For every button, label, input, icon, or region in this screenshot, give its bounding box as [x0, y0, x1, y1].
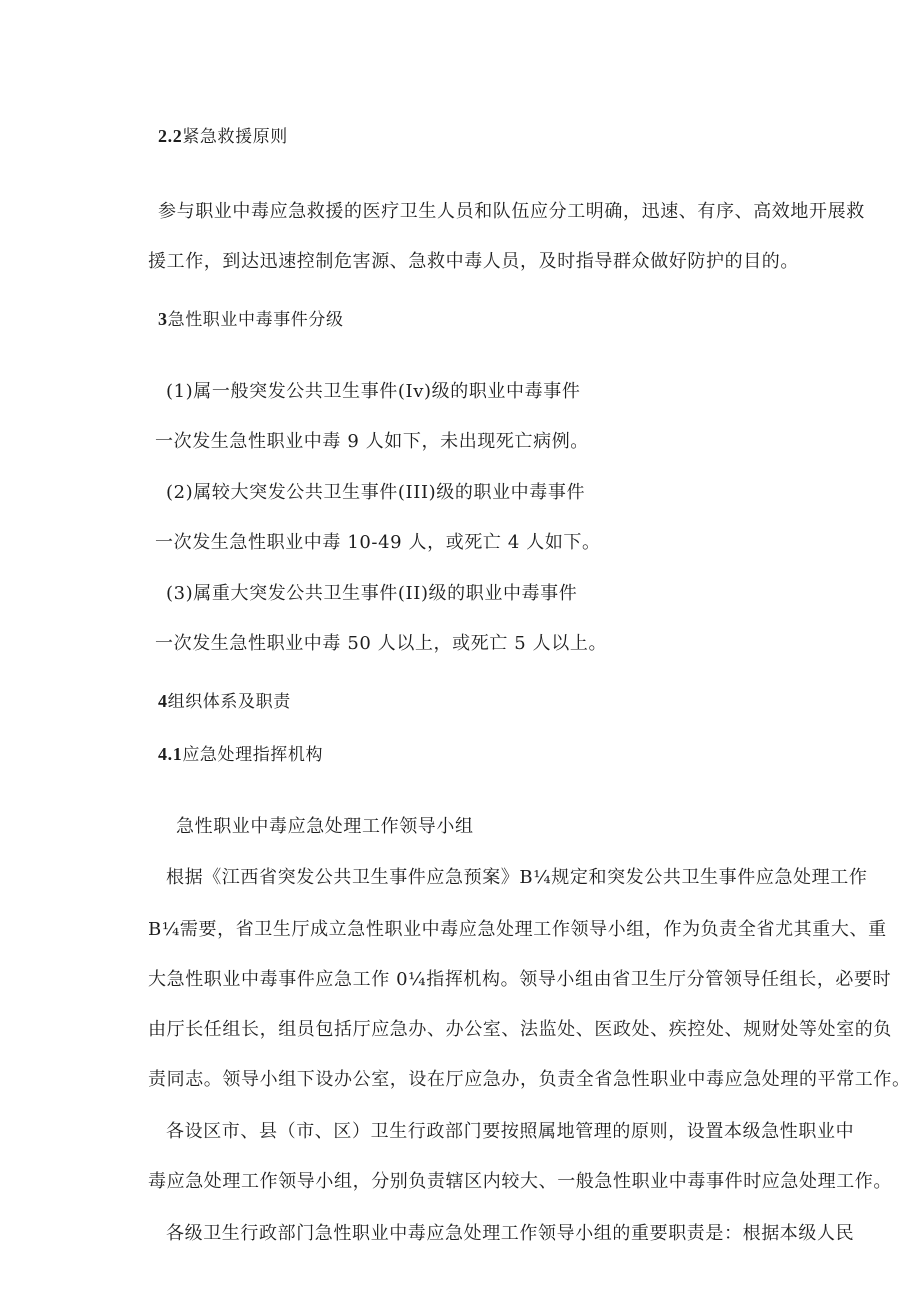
section-title: 急性职业中毒事件分级 [167, 310, 344, 330]
subheading: 急性职业中毒应急处理工作领导小组 [176, 816, 474, 837]
paragraph-line: 根据《江西省突发公共卫生事件应急预案》B¼规定和突发公共卫生事件应急处理工作 [166, 867, 868, 888]
level-desc-2: 一次发生急性职业中毒 10-49 人，或死亡 4 人如下。 [155, 532, 601, 553]
paragraph-line: 毒应急处理工作领导小组，分别负责辖区内较大、一般急性职业中毒事件时应急处理工作。 [148, 1171, 892, 1192]
section-heading-2-2 [158, 124, 288, 149]
section-number: 4.1 [158, 744, 183, 764]
paragraph-line: 援工作，到达迅速控制危害源、急救中毒人员，及时指导群众做好防护的目的。 [148, 251, 799, 272]
section-heading-3 [158, 307, 344, 332]
paragraph-line: 大急性职业中毒事件应急工作 0¼指挥机构。领导小组由省卫生厅分管领导任组长，必要时 [148, 969, 892, 990]
level-item-2: (2)属较大突发公共卫生事件(III)级的职业中毒事件 [166, 482, 586, 503]
level-item-3: (3)属重大突发公共卫生事件(II)级的职业中毒事件 [166, 583, 578, 604]
section-title: 组织体系及职责 [167, 692, 291, 712]
paragraph-line: 各级卫生行政部门急性职业中毒应急处理工作领导小组的重要职责是：根据本级人民 [166, 1223, 855, 1244]
section-heading-4-1 [158, 742, 323, 767]
paragraph-line: 参与职业中毒应急救援的医疗卫生人员和队伍应分工明确，迅速、有序、高效地开展救 [158, 201, 865, 222]
paragraph-line: 责同志。领导小组下设办公室，设在厅应急办，负责全省急性职业中毒应急处理的平常工作。 [148, 1069, 911, 1090]
section-number: 3 [158, 309, 168, 329]
section-number: 2.2 [158, 126, 183, 146]
paragraph-line: B¼需要，省卫生厅成立急性职业中毒应急处理工作领导小组，作为负责全省尤其重大、重 [148, 919, 887, 940]
paragraph-line: 各设区市、县（市、区）卫生行政部门要按照属地管理的原则，设置本级急性职业中 [166, 1121, 855, 1142]
level-desc-1: 一次发生急性职业中毒 9 人如下，未出现死亡病例。 [155, 431, 589, 452]
paragraph-line: 由厅长任组长，组员包括厅应急办、办公室、法监处、医政处、疾控处、规财处等处室的负 [148, 1019, 892, 1040]
section-title: 紧急救援原则 [182, 127, 288, 147]
level-desc-3: 一次发生急性职业中毒 50 人以上，或死亡 5 人以上。 [155, 633, 608, 654]
section-heading-4 [158, 689, 291, 714]
section-title: 应急处理指挥机构 [182, 745, 324, 765]
level-item-1: (1)属一般突发公共卫生事件(Iv)级的职业中毒事件 [166, 381, 581, 402]
section-number: 4 [158, 691, 168, 711]
